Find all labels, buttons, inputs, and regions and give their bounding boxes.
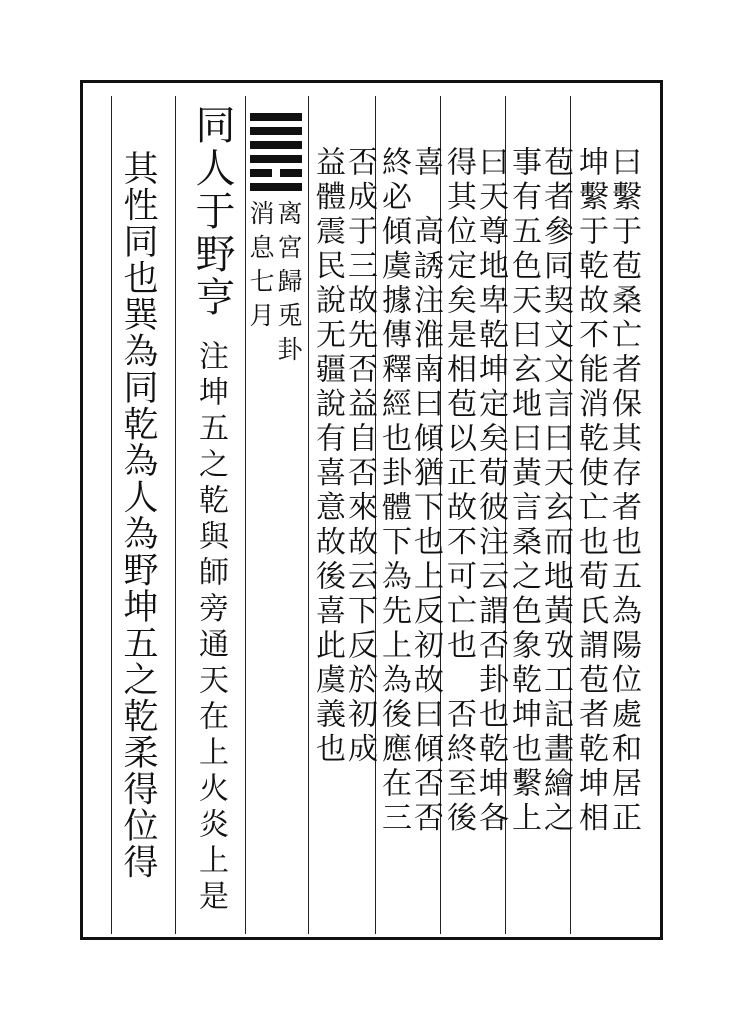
note-column: 苞者參同契文文言曰天玄而地黃攷工記畫繪之 bbox=[538, 146, 573, 836]
note-column: 終必傾虞據傳釋經也卦體下為先上為後應在三 bbox=[376, 146, 411, 836]
hexagram-heading: 同人于野亨 bbox=[189, 104, 235, 319]
column-rule bbox=[175, 96, 176, 934]
main-text-column: 其性同也巽為同乾為人為野坤五之乾柔得位得 bbox=[118, 150, 158, 880]
note-column: 事有五色天曰玄地曰黃言桑之色象乾坤也繫上 bbox=[506, 146, 541, 836]
hexagram-season: 消息七月 bbox=[246, 200, 275, 336]
column-rule bbox=[308, 96, 309, 934]
note-column: 坤繫于乾故不能消乾使亡也荀氏謂苞者乾坤相 bbox=[573, 146, 608, 836]
column-rule bbox=[111, 96, 112, 934]
note-column: 益體震民說无疆說有喜意故後喜此虞義也 bbox=[310, 146, 345, 767]
note-column: 曰天尊地卑乾坤定矣荀彼注云謂否卦也乾坤各 bbox=[473, 146, 508, 836]
note-column: 得其位定矣是相苞以正故不可亡也 否終至後 bbox=[441, 146, 476, 836]
note-column: 否成于三故先否益自否來故云下反於初成 bbox=[342, 146, 377, 767]
note-column: 曰繫于苞桑亡者保其存者也五為陽位處和居正 bbox=[606, 146, 641, 836]
note-column: 喜 高誘注淮南曰傾猶下也上反初故曰傾否否 bbox=[408, 146, 443, 836]
tongren-hexagram-icon bbox=[250, 113, 302, 195]
hexagram-palace: 离宮歸兎卦 bbox=[274, 200, 303, 370]
heading-commentary: 注坤五之乾與師旁通天在上火炎上是 bbox=[193, 340, 228, 916]
